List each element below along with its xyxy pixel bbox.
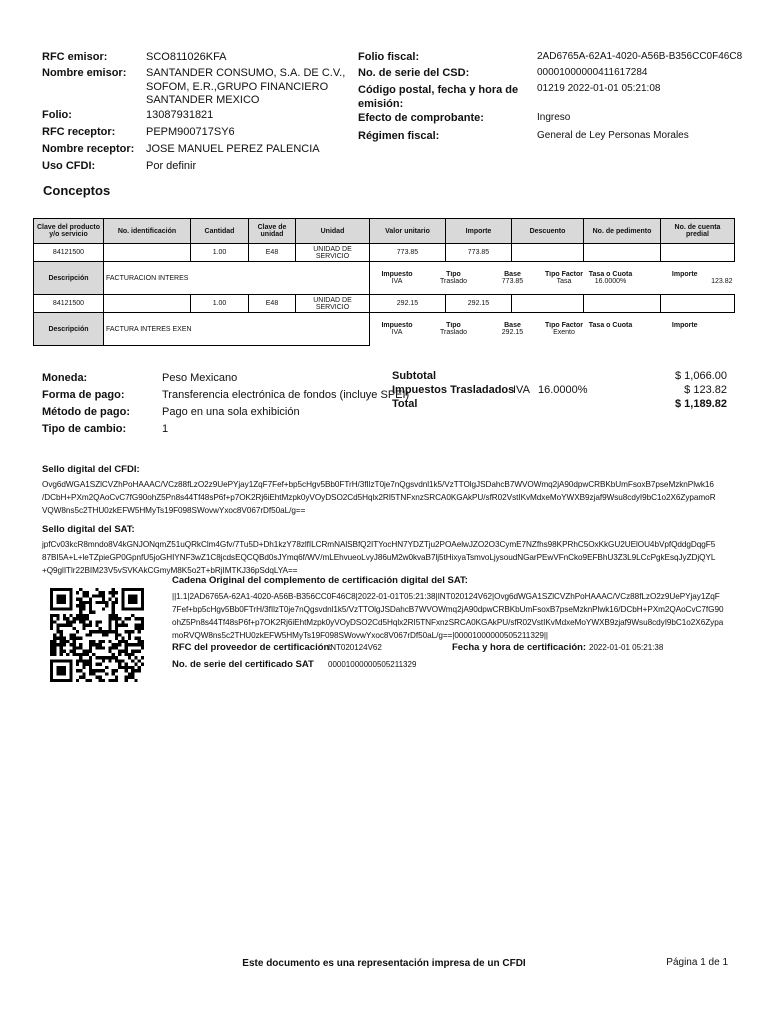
col-header-clave: Clave del producto y/o servicio (34, 219, 104, 244)
cell-descuento (512, 295, 584, 313)
subtotal-label: Subtotal (392, 370, 436, 382)
cell-importe: 773.85 (446, 244, 512, 262)
rfc-emisor-label: RFC emisor: (42, 51, 108, 63)
col-header-cantidad: Cantidad (191, 219, 249, 244)
tax-base: 773.85 (501, 278, 524, 285)
impuestos-tasa: 16.0000% (538, 384, 588, 396)
moneda-value: Peso Mexicano (162, 372, 238, 384)
col-header-descuento: Descuento (512, 219, 584, 244)
cell-valor-unitario: 773.85 (370, 244, 446, 262)
forma-pago-value: Transferencia electrónica de fondos (incluye SPEI) (162, 389, 410, 401)
page-number: Página 1 de 1 (666, 957, 728, 968)
subtotal-value: $ 1,066.00 (675, 370, 727, 382)
total-label: Total (392, 398, 418, 410)
footer-statement: Este documento es una representación impresa de un CFDI (242, 958, 526, 969)
cell-cuenta-predial (661, 295, 735, 313)
tax-tipo: Traslado (440, 278, 467, 285)
col-header-importe: Importe (446, 219, 512, 244)
cell-descuento (512, 244, 584, 262)
description-row (34, 262, 735, 295)
sello-cfdi-value: Ovg6dWGA1SZlCVZhPoHAAAC/VCz88fLzO2z9UePYjay1ZqF7Fef+bp5cHgv5Bb0FTrH/3fIlzT0je7nQgsvdnl1k5/VzTTOlgJSDahcB7WVOWmq2jA90dpwCRBKbUmFsoxB7pseMzknPlwk16 /DCbH+PXm2QAoCvC7fG90ohZ5Pn8s44Tf48sP6f+p7OK2Rj6iEhtMzpk0yVOyDSO2Cd5Hqlx2RI5TNFxnzSRCA0KGAkPU/sfR02VstIKvMdxeMoYWXB9zjaf9Wsu8cdyI9bC1o2X6ZypamoR VQW8ns5c2THU0zkEFW5HMyTs19F098SWovwYxoc8V067rDf50aL/g== (42, 480, 716, 515)
tipo-cambio-label: Tipo de cambio: (42, 423, 127, 435)
impuestos-tipo: IVA (513, 384, 530, 396)
cell-unidad: UNIDAD DE SERVICIO (296, 295, 370, 313)
cell-valor-unitario: 292.15 (370, 295, 446, 313)
tax-header-importe: Importe (671, 322, 698, 330)
total-value: $ 1,189.82 (675, 398, 727, 410)
serie-sat-value: 00001000000505211329 (328, 660, 417, 669)
concepts-table (33, 218, 735, 346)
regimen-label: Régimen fiscal: (358, 130, 440, 142)
moneda-label: Moneda: (42, 372, 88, 384)
efecto-value: Ingreso (537, 112, 571, 123)
cell-clave-unidad: E48 (249, 295, 296, 313)
fecha-certificacion-label: Fecha y hora de certificación: (452, 642, 587, 653)
col-header-identificacion: No. identificación (104, 219, 191, 244)
tax-header-base: Base (504, 271, 521, 278)
efecto-label: Efecto de comprobante: (358, 112, 484, 124)
tax-tasa: 16.0000% (594, 278, 627, 285)
tax-header-impuesto: Impuesto (381, 322, 413, 330)
tax-tasa (586, 329, 635, 336)
uso-cfdi-label: Uso CFDI: (42, 160, 96, 172)
cell-clave-unidad: E48 (249, 244, 296, 262)
tax-header-factor: Tipo Factor (545, 271, 583, 278)
cell-cantidad: 1.00 (191, 244, 249, 262)
tax-header-tipo: Tipo (446, 322, 461, 330)
serie-csd-label: No. de serie del CSD: (358, 67, 470, 79)
codigo-postal-label: Código postal, fecha y hora de emisión: (358, 84, 519, 110)
cell-importe: 292.15 (446, 295, 512, 313)
col-header-clave-unidad: Clave de unidad (249, 219, 296, 244)
rfc-receptor-label: RFC receptor: (42, 126, 116, 138)
nombre-receptor-label: Nombre receptor: (42, 143, 135, 155)
qr-code (50, 588, 144, 682)
tax-header-impuesto: Impuesto (381, 271, 413, 278)
tax-header-tasa: Tasa o Cuota (588, 271, 633, 278)
tax-header-factor: Tipo Factor (545, 322, 583, 330)
cell-cantidad: 1.00 (191, 295, 249, 313)
cadena-value: ||1.1|2AD6765A-62A1-4020-A56B-B356CC0F46C8|2022-01-01T05:21:38|INT020124V62|Ovg6dWGA1SZlCVZhPoHAAAC/VCz88fLzO2z9UePYjay1ZqF 7Fef+bp5cHgv5Bb0FTrH/3fIlzT0je7nQgsvdnl1k5/VzTTOlgJSDahcB7WVOWmq2jA90dpwCRBKbUmFsoxB7pseMzknPlwk16/DCbH+PXm2QAoCvC7fG90 ohZ5Pn8s44Tf48sP6f+p7OK2Rj6iEhtMzpk0yVOyDSO2Cd5Hqlx2RI5TNFxnzSRCA0KGAkPU/sfR02VstIKvMdxeMoYWXB9zjaf9Wsu8cdyI9bC1o2X6Zypa moRVQW8ns5c2THU0zkEFW5HMyTs19F098SWovwYxoc8V067rDf50aL/g==|00001000000505211329|| (172, 592, 724, 640)
descripcion-label: Descripción (34, 313, 104, 346)
table-row (34, 295, 735, 313)
cell-cuenta-predial (661, 244, 735, 262)
cell-unidad: UNIDAD DE SERVICIO (296, 244, 370, 262)
tax-importe (635, 329, 735, 336)
sello-sat-label: Sello digital del SAT: (42, 524, 135, 535)
col-header-pedimento: No. de pedimento (584, 219, 661, 244)
fecha-certificacion-value: 2022-01-01 05:21:38 (589, 643, 664, 652)
folio-fiscal-value: 2AD6765A-62A1-4020-A56B-B356CC0F46C8 (537, 51, 743, 62)
metodo-pago-value: Pago en una sola exhibición (162, 406, 300, 418)
nombre-receptor-value: JOSE MANUEL PEREZ PALENCIA (146, 143, 320, 155)
rfc-emisor-value: SCO811026KFA (146, 51, 227, 63)
cell-pedimento (584, 244, 661, 262)
col-header-valor-unitario: Valor unitario (370, 219, 446, 244)
uso-cfdi-value: Por definir (146, 160, 197, 172)
tax-importe: 123.82 (711, 278, 733, 285)
rfc-proveedor-value: INT020124V62 (328, 643, 382, 652)
serie-csd-value: 00001000000411617284 (537, 67, 648, 78)
codigo-postal-value: 01219 2022-01-01 05:21:08 (537, 83, 661, 94)
table-header-row (34, 219, 735, 244)
forma-pago-label: Forma de pago: (42, 389, 125, 401)
folio-label: Folio: (42, 109, 72, 121)
conceptos-title: Conceptos (43, 183, 111, 198)
cell-clave: 84121500 (34, 295, 104, 313)
descripcion-value: FACTURA INTERES EXEN (104, 313, 370, 346)
nombre-emisor-value: SANTANDER CONSUMO, S.A. DE C.V., SOFOM, E.R.,GRUPO FINANCIERO SANTANDER MEXICO (146, 67, 346, 106)
tax-factor: Exento (553, 329, 575, 337)
cell-identificacion (104, 244, 191, 262)
sello-cfdi-label: Sello digital del CFDI: (42, 464, 140, 475)
nombre-emisor-label: Nombre emisor: (42, 67, 127, 79)
cell-clave: 84121500 (34, 244, 104, 262)
regimen-value: General de Ley Personas Morales (537, 130, 689, 141)
cell-identificacion (104, 295, 191, 313)
cadena-label: Cadena Original del complemento de certificación digital del SAT: (172, 575, 468, 586)
table-row (34, 244, 735, 262)
description-row (34, 313, 735, 346)
tax-breakdown (370, 262, 735, 295)
tax-breakdown (370, 313, 735, 346)
tax-base: 292.15 (501, 329, 524, 337)
col-header-unidad: Unidad (296, 219, 370, 244)
tax-header-base: Base (504, 322, 521, 330)
tax-header-importe: Importe (671, 271, 698, 278)
descripcion-value: FACTURACION INTERES (104, 262, 370, 295)
tax-factor: Tasa (556, 278, 572, 285)
rfc-receptor-value: PEPM900717SY6 (146, 126, 235, 138)
descripcion-label: Descripción (34, 262, 104, 295)
sello-sat-value: jpfCv03kcR8mndo8V4kGNJONqmZ51uQRkClm4Gfv/7Tu5D+Dh1kzY78zlfILCRmNAlSBfQ2ITYocHN7YDZTju2POAelwJZO2O3CymE7NZfhs98KPRhC5OxKkGU2UElOU4bVpfQddgDqgF5 87BI5A+L+leTZpieGP0GpnfU5joGHIYNF3wZ1C8jcdsEQCQBd0sJYmq6f/WV/mLEhvueoLvyJ86uM2w0kvaB7lj5tHixyaTsmvoLjysoudNGarPEwVFnCko9EFBhU3Z3L9LCcPgkEsqJyZDjQYL +Q9glITlr22BIM23V5vSVKAkCGmyM8K5o2T+bRjIMTKJ36pSdqLYA== (42, 540, 716, 575)
metodo-pago-label: Método de pago: (42, 406, 130, 418)
cell-pedimento (584, 295, 661, 313)
rfc-proveedor-label: RFC del proveedor de certificación: (172, 642, 333, 653)
tax-header-tipo: Tipo (446, 271, 461, 278)
tax-impuesto: IVA (391, 329, 403, 337)
folio-value: 13087931821 (146, 109, 214, 121)
tax-impuesto: IVA (391, 278, 403, 285)
folio-fiscal-label: Folio fiscal: (358, 51, 420, 63)
tax-tipo: Traslado (440, 329, 467, 337)
tax-header-tasa: Tasa o Cuota (588, 322, 633, 330)
tipo-cambio-value: 1 (162, 423, 169, 435)
impuestos-value: $ 123.82 (684, 384, 727, 396)
serie-sat-label: No. de serie del certificado SAT (172, 659, 314, 670)
impuestos-label: Impuestos Trasladados (392, 384, 515, 396)
col-header-cuenta-predial: No. de cuenta predial (661, 219, 735, 244)
